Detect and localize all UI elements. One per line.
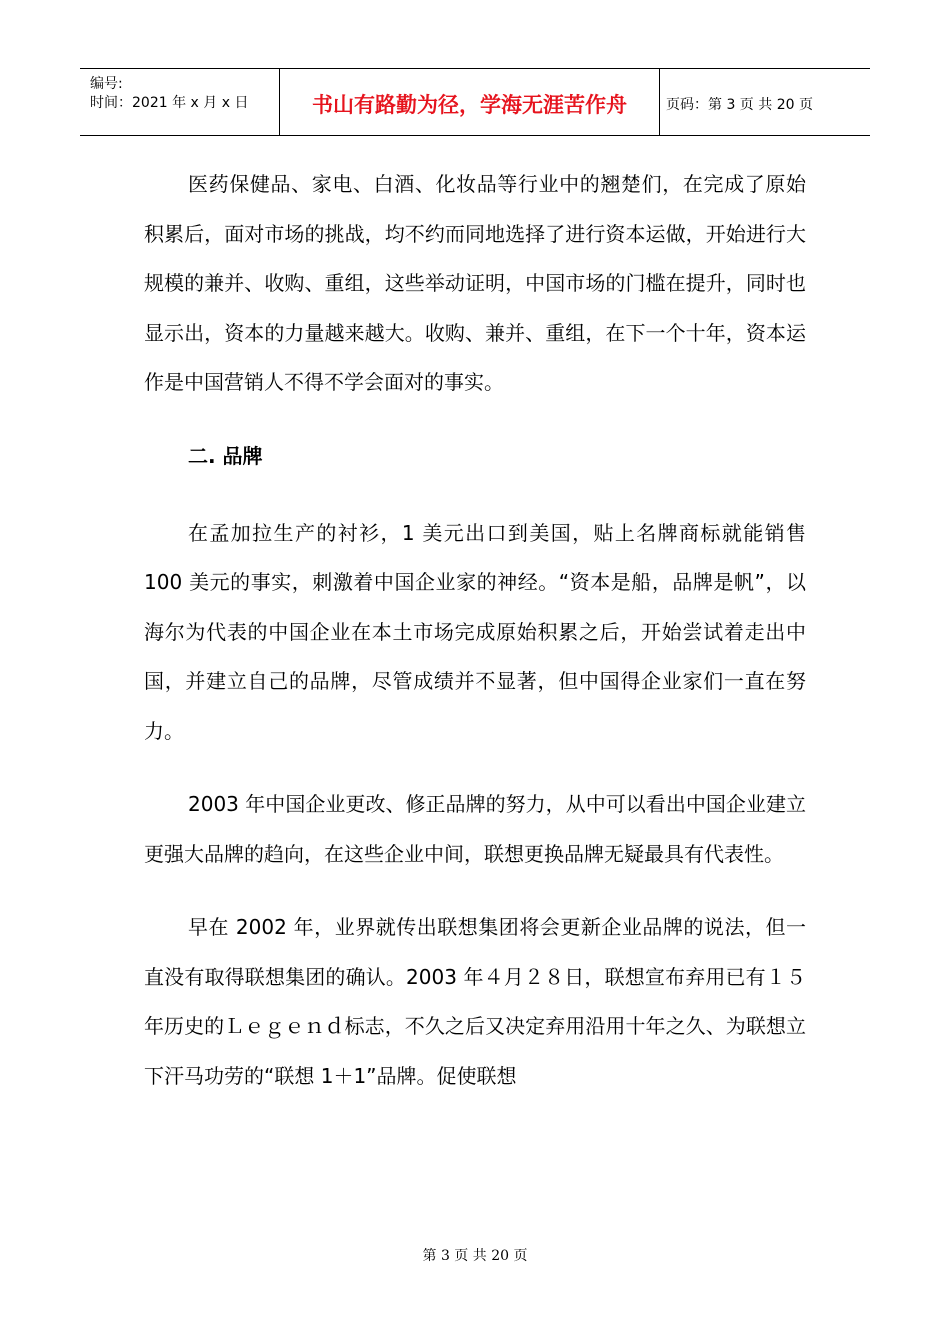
header-page-info: 页码：第 3 页 共 20 页 bbox=[666, 97, 813, 113]
header-page-cell bbox=[660, 69, 870, 135]
paragraph-brand-intro: 在孟加拉生产的衬衫，1 美元出口到美国，贴上名牌商标就能销售 100 美元的事实，刺激着中国企业家的神经。“资本是船，品牌是帆”，以海尔为代表的中国企业在本土市场完成原始积累之后，开始尝试着走出中国，并建立自己的品牌，尽管成绩并不显著，但中国得企业家们一直在努力。 bbox=[144, 520, 806, 743]
paragraph-capital-operation: 医药保健品、家电、白酒、化妆品等行业中的翘楚们，在完成了原始积累后，面对市场的挑战，均不约而同地选择了进行资本运做，开始进行大规模的兼并、收购、重组，这些举动证明，中国市场的门槛在提升，同时也显示出，资本的力量越来越大。收购、兼并、重组，在下一个十年，资本运作是中国营销人不得不学会面对的事实。 bbox=[144, 172, 806, 394]
section-title-brand: 二. 品牌 bbox=[188, 443, 263, 468]
header-motto: 书山有路勤为径，学海无涯苦作舟 bbox=[312, 93, 627, 117]
document-header bbox=[80, 68, 870, 136]
document-body bbox=[144, 160, 806, 1125]
header-meta-cell bbox=[80, 69, 280, 135]
page-footer: 第 3 页 共 20 页 bbox=[422, 1248, 528, 1264]
header-motto-cell bbox=[280, 69, 660, 135]
document-number-label: 编号: bbox=[90, 76, 123, 92]
document-time-label: 时间：2021 年 x 月 x 日 bbox=[90, 95, 249, 111]
paragraph-brand-2003: 2003 年中国企业更改、修正品牌的努力，从中可以看出中国企业建立更强大品牌的趋向，在这些企业中间，联想更换品牌无疑最具有代表性。 bbox=[144, 792, 806, 866]
paragraph-lenovo-rebrand: 早在 2002 年，业界就传出联想集团将会更新企业品牌的说法，但一直没有取得联想集团的确认。2003 年４月２８日，联想宣布弃用已有１５年历史的Ｌｅｇｅｎｄ标志，不久之后又决定弃用沿用十年之久、为联想立下汗马功劳的“联想 1＋1”品牌。促使联想 bbox=[144, 915, 806, 1088]
